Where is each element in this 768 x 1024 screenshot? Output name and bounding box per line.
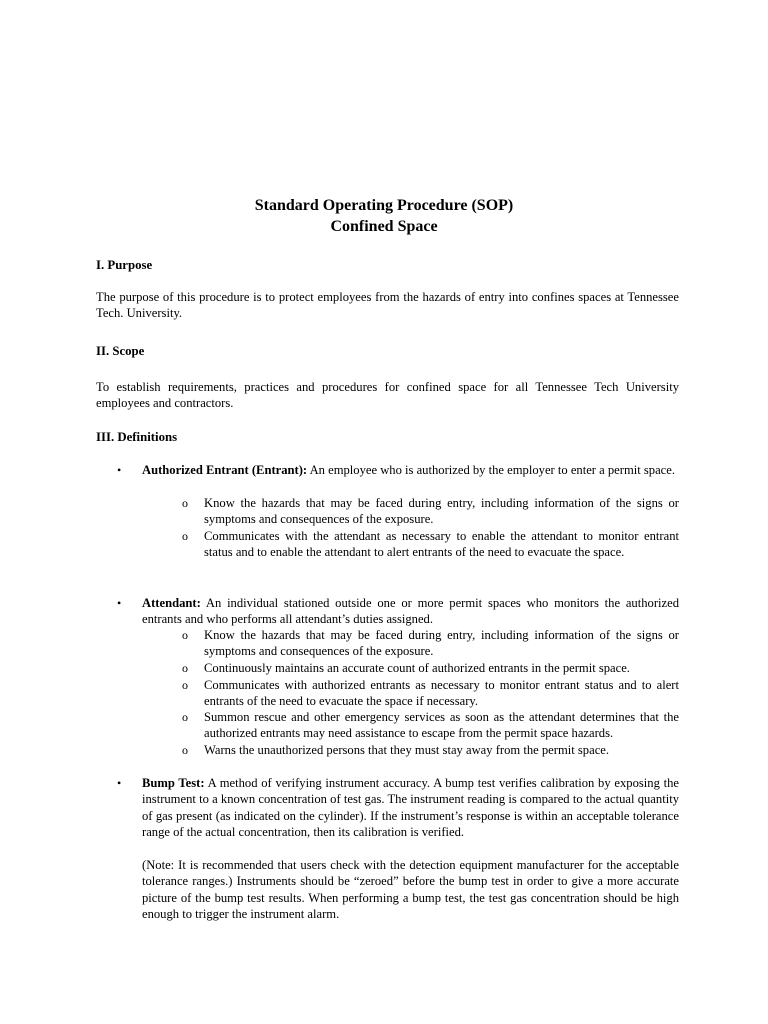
- definition-bump-test: [142, 775, 679, 840]
- definition-text: An employee who is authorized by the employer to enter a permit space.: [307, 463, 676, 477]
- sub-bullet-marker: o: [182, 678, 188, 692]
- sub-item: Communicates with the attendant as necessary to enable the attendant to monitor entrant status and to enable the attendant to alert entrants of the need to evacuate the space.: [204, 529, 679, 560]
- sub-item: Know the hazards that may be faced during entry, including information of the signs or symptoms and consequences of the exposure.: [204, 496, 679, 527]
- bump-test-note: (Note: It is recommended that users check with the detection equipment manufacturer for the acceptable tolerance ranges.) Instruments should be “zeroed” before the bump test in order to give a more accurate picture of the bump test results. When performing a bump test, the test gas concentration should be high enough to trigger the instrument alarm.: [142, 858, 679, 921]
- sub-bullet-marker: o: [182, 743, 188, 757]
- sub-item: Communicates with authorized entrants as necessary to monitor entrant status and to alert entrants of the need to evacuate the space if necessary.: [204, 678, 679, 709]
- definition-term: Attendant:: [142, 596, 201, 610]
- bullet-marker: •: [117, 596, 122, 610]
- definition-attendant: [142, 595, 679, 628]
- purpose-text: The purpose of this procedure is to protect employees from the hazards of entry into confines spaces at Tennessee Tech. University.: [96, 290, 679, 321]
- definitions-heading: III. Definitions: [96, 430, 178, 444]
- bullet-marker: •: [117, 776, 122, 790]
- sub-item: Warns the unauthorized persons that they must stay away from the permit space.: [204, 743, 610, 757]
- sub-bullet-marker: o: [182, 496, 188, 510]
- sub-bullet-marker: o: [182, 661, 188, 675]
- definition-term: Bump Test:: [142, 776, 205, 790]
- sub-item: Know the hazards that may be faced during entry, including information of the signs or symptoms and consequences of the exposure.: [204, 628, 679, 659]
- sub-item: Summon rescue and other emergency services as soon as the attendant determines that the authorized entrants may need assistance to escape from the permit space hazards.: [204, 710, 679, 741]
- definition-authorized-entrant: [142, 462, 679, 478]
- sub-item: Continuously maintains an accurate count of authorized entrants in the permit space.: [204, 661, 630, 675]
- scope-text: To establish requirements, practices and procedures for confined space for all Tennessee Tech University employees and contractors.: [96, 380, 679, 411]
- definition-text: A method of verifying instrument accuracy. A bump test verifies calibration by exposing the instrument to a known concentration of test gas. The instrument reading is compared to the actual quantity of gas present (as indicated on the cylinder). If the instrument’s response is within an acceptable tolerance range of the actual concentration, then its calibration is verified.: [142, 776, 679, 839]
- sub-bullet-marker: o: [182, 628, 188, 642]
- document-title: Standard Operating Procedure (SOP): [254, 197, 514, 214]
- definition-text: An individual stationed outside one or more permit spaces who monitors the authorized entrants and who performs all attendant’s duties assigned.: [142, 596, 679, 627]
- sub-bullet-marker: o: [182, 529, 188, 543]
- sub-bullet-marker: o: [182, 710, 188, 724]
- document-subtitle: Confined Space: [330, 218, 438, 235]
- scope-heading: II. Scope: [96, 344, 145, 358]
- definition-term: Authorized Entrant (Entrant):: [142, 463, 308, 477]
- bullet-marker: •: [117, 463, 122, 477]
- purpose-heading: I. Purpose: [96, 258, 153, 272]
